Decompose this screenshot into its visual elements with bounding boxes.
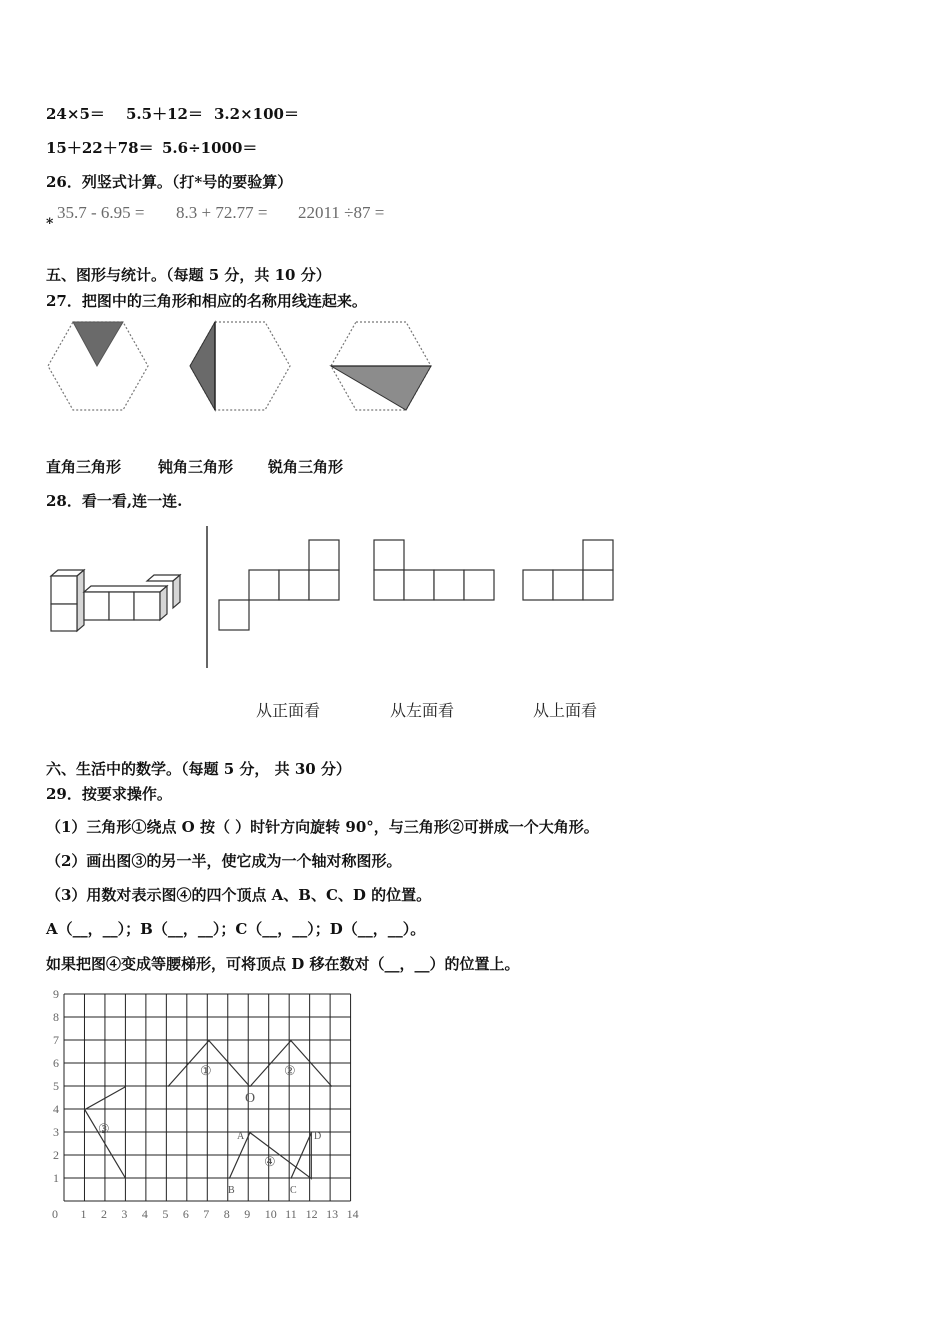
- q29-coords-line: A（__，__）；B（__，__）；C（__，__）；D（__，__）。: [46, 920, 426, 938]
- shape-label-2: ②: [284, 1063, 296, 1078]
- x-tick-label: 12: [305, 1207, 318, 1221]
- x-tick-label: 5: [162, 1207, 169, 1221]
- y-tick-label: 7: [53, 1033, 59, 1047]
- y-tick-label: 9: [53, 987, 59, 1001]
- triangle-name-obtuse: 钝角三角形: [158, 458, 234, 476]
- q26-title: 26．列竖式计算。（打*号的要验算）: [46, 173, 293, 191]
- y-tick-label: 2: [53, 1148, 59, 1162]
- calc-row2-item2: 5.6÷1000＝: [162, 139, 258, 157]
- y-tick-label: 4: [53, 1102, 59, 1116]
- calc-row2-item1: 15＋22＋78＝: [46, 139, 154, 157]
- x-axis-labels: [52, 1207, 359, 1221]
- calc-row1-item3: 3.2×100＝: [214, 105, 299, 123]
- coordinate-grid: [40, 985, 400, 1225]
- point-labels: [228, 1091, 321, 1196]
- x-tick-label: 10: [264, 1207, 277, 1221]
- q29-item-1: （1）三角形①绕点 O 按（ ）时针方向旋转 90°，与三角形②可拼成一个大角形。: [46, 818, 599, 836]
- q26-expr-2: 8.3 + 72.77 =: [176, 203, 268, 222]
- view-label-left: 从左面看: [390, 701, 455, 720]
- point-label-o: O: [245, 1091, 256, 1106]
- x-tick-label: 0: [52, 1207, 58, 1221]
- view-option-b[interactable]: [374, 540, 494, 600]
- shape-label-3: ③: [98, 1121, 110, 1136]
- q29-item-2: （2）画出图③的另一半，使它成为一个轴对称图形。: [46, 852, 402, 870]
- point-label-a: A: [237, 1131, 245, 1142]
- point-label-b: B: [228, 1185, 235, 1196]
- y-tick-label: 8: [53, 1010, 59, 1024]
- triangle-name-acute: 锐角三角形: [268, 458, 344, 476]
- hexagon-figure-3: [331, 322, 431, 410]
- x-tick-label: 8: [223, 1207, 230, 1221]
- q26-star: *: [46, 216, 54, 232]
- x-tick-label: 4: [141, 1207, 148, 1221]
- triangle-name-right: 直角三角形: [46, 458, 122, 476]
- q27-title: 27．把图中的三角形和相应的名称用线连起来。: [46, 292, 367, 310]
- x-tick-label: 9: [244, 1207, 251, 1221]
- y-tick-label: 6: [53, 1056, 59, 1070]
- calc-row1-item1: 24×5＝: [46, 105, 105, 123]
- q28-title: 28．看一看,连一连.: [46, 492, 183, 510]
- x-tick-label: 14: [346, 1207, 359, 1221]
- calc-row1-item2: 5.5＋12＝: [126, 105, 203, 123]
- q29-trapezoid-line: 如果把图④变成等腰梯形，可将顶点 D 移在数对（__，__）的位置上。: [46, 955, 520, 973]
- x-tick-label: 1: [80, 1207, 87, 1221]
- q26-expr-3: 22011 ÷87 =: [298, 203, 385, 222]
- point-label-c: C: [290, 1185, 297, 1196]
- shape-labels: [98, 1063, 296, 1169]
- q26-expr-1: 35.7 - 6.95 =: [57, 203, 145, 222]
- q28-figures: [0, 520, 950, 680]
- x-tick-label: 3: [121, 1207, 128, 1221]
- x-tick-label: 2: [100, 1207, 107, 1221]
- shape-label-4: ④: [264, 1154, 276, 1169]
- shape-label-1: ①: [200, 1063, 212, 1078]
- section6-title: 六、生活中的数学。（每题 5 分， 共 30 分）: [46, 760, 351, 778]
- hexagon-figure-1: [48, 322, 148, 410]
- y-tick-label: 5: [53, 1079, 59, 1093]
- grid-shapes: [85, 1041, 332, 1179]
- view-option-c[interactable]: [523, 540, 613, 600]
- x-tick-label: 6: [182, 1207, 189, 1221]
- y-tick-label: 3: [53, 1125, 59, 1139]
- hexagon-figure-2: [190, 322, 290, 410]
- view-option-a[interactable]: [219, 540, 339, 630]
- x-tick-label: 7: [203, 1207, 210, 1221]
- y-tick-label: 1: [53, 1171, 59, 1185]
- y-axis-labels: [53, 987, 59, 1185]
- q27-hexagon-figures: [0, 315, 950, 435]
- x-tick-label: 11: [285, 1207, 297, 1221]
- q29-title: 29．按要求操作。: [46, 785, 172, 803]
- view-label-front: 从正面看: [256, 701, 321, 720]
- q29-item-3: （3）用数对表示图④的四个顶点 A、B、C、D 的位置。: [46, 886, 432, 904]
- point-label-d: D: [314, 1131, 322, 1142]
- view-label-top: 从上面看: [533, 701, 598, 720]
- cube-solid-figure: [51, 570, 180, 631]
- section5-title: 五、图形与统计。（每题 5 分，共 10 分）: [46, 266, 331, 284]
- x-tick-label: 13: [326, 1207, 339, 1221]
